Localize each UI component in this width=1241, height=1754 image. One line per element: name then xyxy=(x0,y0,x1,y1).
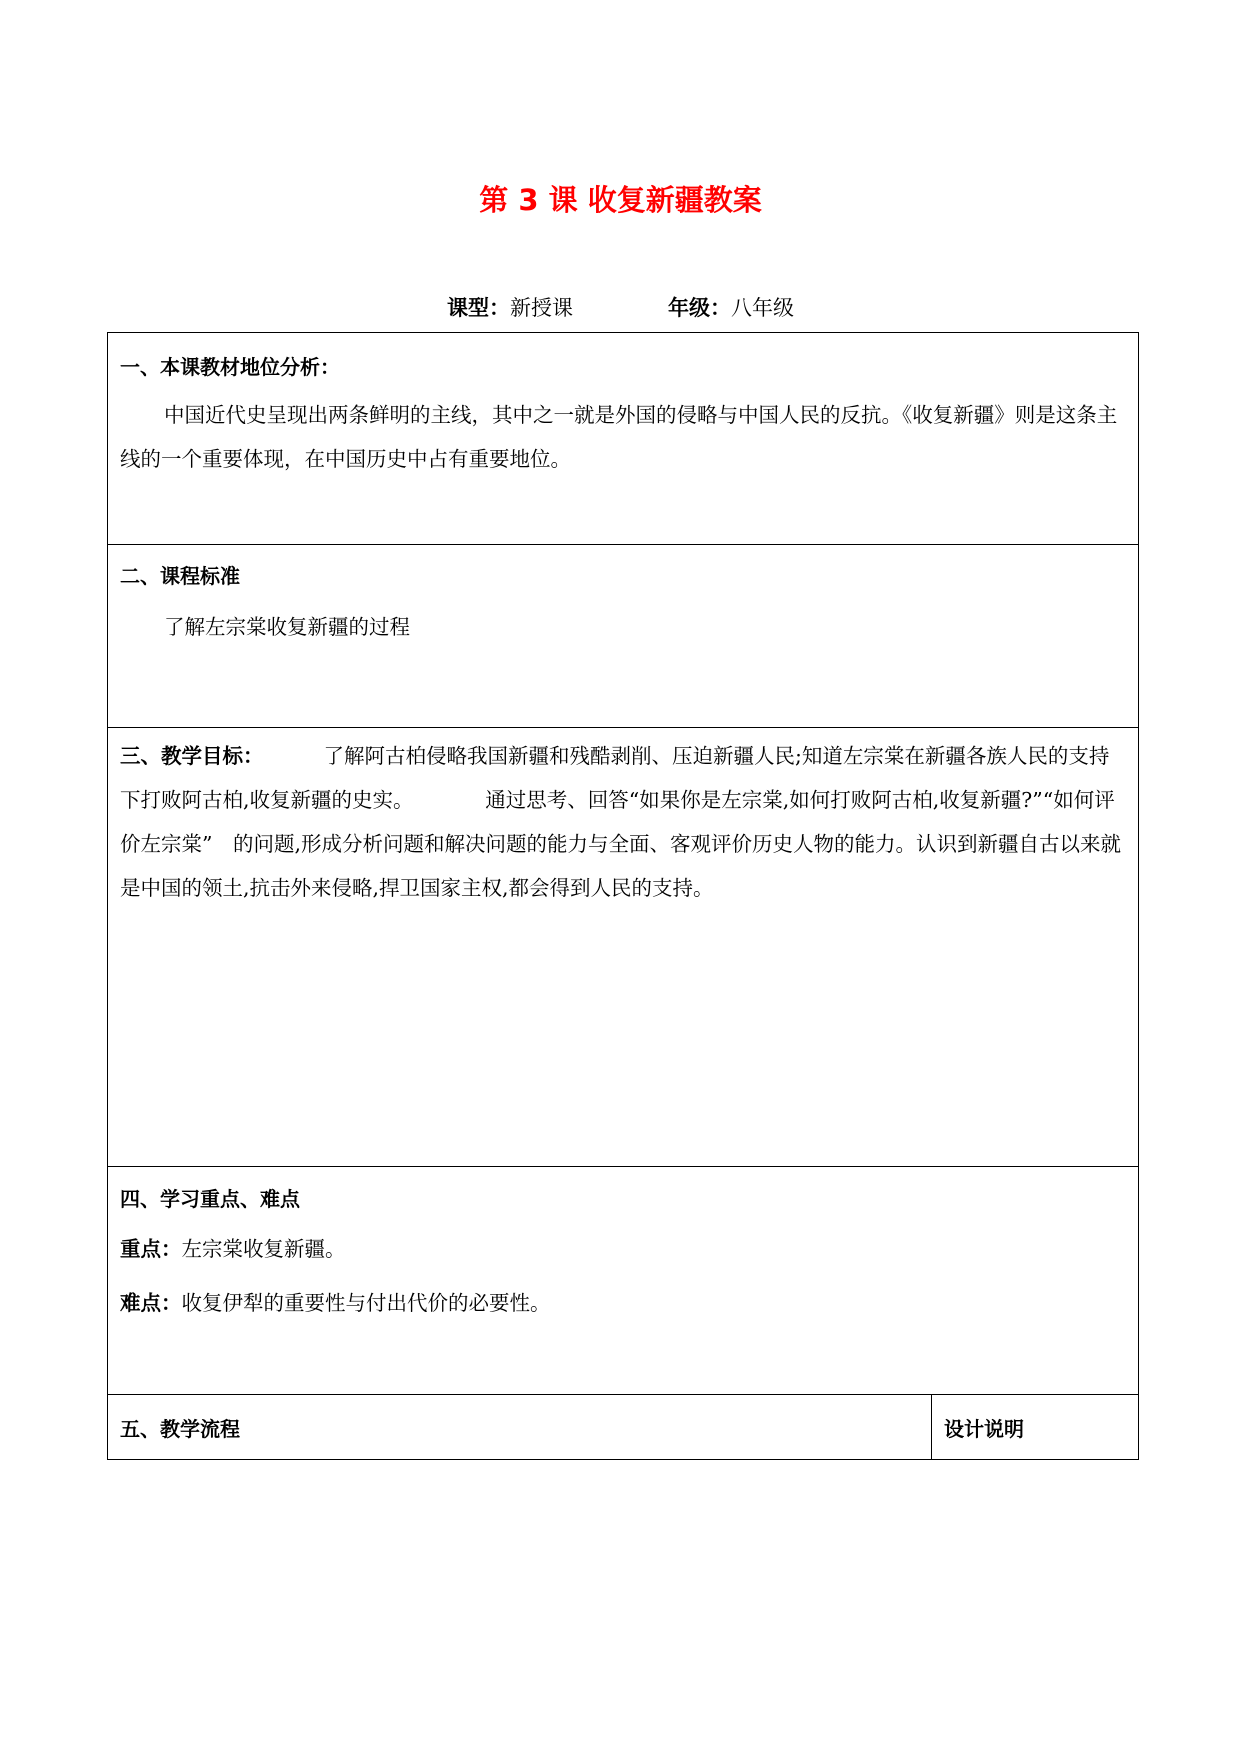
section-key-difficult-points xyxy=(107,1167,1139,1395)
section-heading: 二、课程标准 xyxy=(120,564,240,588)
design-notes-heading: 设计说明 xyxy=(944,1417,1024,1441)
section-body xyxy=(120,734,1128,910)
section-heading: 一、本课教材地位分析： xyxy=(120,355,340,379)
difficult-point xyxy=(120,1281,1128,1325)
section-teaching-process xyxy=(107,1395,1139,1460)
key-label: 重点： xyxy=(120,1237,182,1261)
section-text: 了解阿古柏侵略我国新疆和残酷剥削、压迫新疆人民;知道左宗棠在新疆各族人民的支持下打败阿古柏,收复新疆的史实。 通过思考、回答“如果你是左宗棠,如何打败阿古柏,收复新疆?”“如何评价左宗棠” 的问题,形成分析问题和解决问题的能力与全面、客观评价历史人物的能力。认识到新疆自古以来就是中国的领土,抗击外来侵略,捍卫国家主权,都会得到人民的支持。 xyxy=(120,744,1121,900)
lesson-meta xyxy=(0,292,1241,322)
column-divider xyxy=(931,1395,932,1459)
section-text: 中国近代史呈现出两条鲜明的主线，其中之一就是外国的侵略与中国人民的反抗。《收复新疆》则是这条主线的一个重要体现，在中国历史中占有重要地位。 xyxy=(120,403,1118,471)
key-point xyxy=(120,1227,1128,1271)
section-heading: 五、教学流程 xyxy=(120,1417,240,1441)
section-textbook-position xyxy=(107,332,1139,545)
section-text: 了解左宗棠收复新疆的过程 xyxy=(164,615,410,639)
section-teaching-goals xyxy=(107,728,1139,1167)
page-title: 第 3 课 收复新疆教案 xyxy=(479,183,762,217)
section-heading: 四、学习重点、难点 xyxy=(120,1187,300,1211)
difficult-label: 难点： xyxy=(120,1291,182,1315)
section-curriculum-standard xyxy=(107,545,1139,728)
type-label: 课型： xyxy=(447,296,510,320)
difficult-text: 收复伊犁的重要性与付出代价的必要性。 xyxy=(181,1291,551,1315)
section-heading: 三、教学目标： xyxy=(120,744,264,768)
type-value: 新授课 xyxy=(510,296,573,320)
grade-label: 年级： xyxy=(668,296,731,320)
key-text: 左宗棠收复新疆。 xyxy=(181,1237,346,1261)
grade-value: 八年级 xyxy=(731,296,794,320)
